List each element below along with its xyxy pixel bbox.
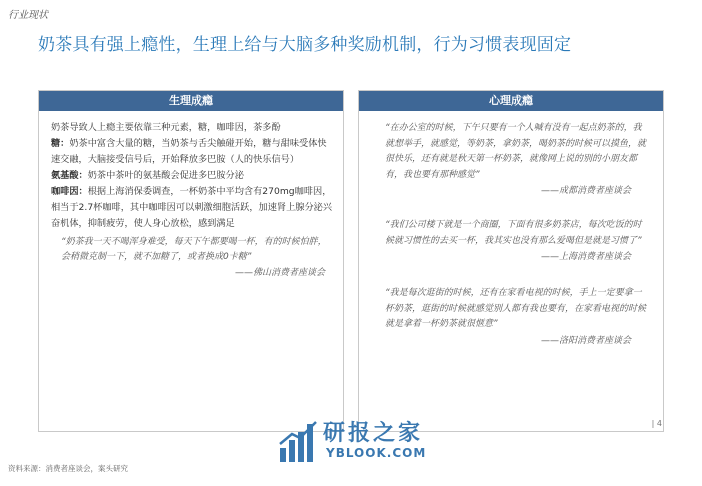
page-title: 奶茶具有强上瘾性，生理上给与大脑多种奖励机制，行为习惯表现固定 [38,35,572,55]
watermark-text: 研报之家 [323,421,424,446]
source-note: 资料来源：消费者座谈会，案头研究 [8,464,128,473]
amino-label: 氨基酸： [51,170,88,181]
luoyang-quote-source: ——洛阳消费者座谈会 [540,335,631,346]
intro-text: 奶茶导致人上瘾主要依靠三种元素，糖，咖啡因，茶多酚 [51,122,281,133]
page-number: | 4 [651,419,662,428]
shanghai-quote: “我们公司楼下就是一个商圈，下面有很多奶茶店，每次吃饭的时候就习惯性的去买一杯，我其实也没有那么爱喝但是就是习惯了” [385,220,642,246]
amino-text: 奶茶中茶叶的氨基酸会促进多巴胺分泌 [87,170,244,181]
physiological-panel-header: 生理成瘾 [39,91,343,111]
chengdu-quote: “在办公室的时候，下午只要有一个人喊有没有一起点奶茶的，我就想举手，就感觉，等奶茶，拿奶茶，喝奶茶的时候可以摸鱼，就很快乐，还有就是秋天第一杯奶茶，就像网上说的别的小朋友都有，我也要有那种感觉” [385,123,647,180]
watermark-logo [278,414,468,472]
amino-paragraph [51,168,333,184]
watermark-url: YBLOOK.COM [326,446,427,460]
foshan-quote: “奶茶我一天不喝浑身难受，每天下午都要喝一杯，有的时候怕胖，会稍微克制一下，就不加糖了，或者换成0卡糖” [61,237,327,262]
physiological-panel-body [39,111,343,232]
sugar-label: 糖： [51,138,70,149]
psychological-panel-body [359,111,663,348]
psychological-panel-header: 心理成瘾 [359,91,663,111]
shanghai-quote-source: ——上海消费者座谈会 [540,252,631,262]
sugar-paragraph [51,136,333,168]
caffeine-text: 根据上海消保委调查，一杯奶茶中平均含有270mg咖啡因，相当于2.7杯咖啡，其中咖啡因可以刺激细胞活跃，加速肾上腺分泌兴奋机体，抑制疲劳，使人身心放松，感到满足 [51,186,333,229]
section-tag: 行业现状 [8,10,48,21]
sugar-text: 奶茶中富含大量的糖，当奶茶与舌尖触碰开始，糖与甜味受体快速交融，大脑接受信号后，开始释放多巴胺（人的快乐信号） [51,138,327,165]
psychological-addiction-panel [358,90,664,432]
bar-chart-icon [278,418,322,466]
foshan-quote-source: ——佛山消费者座谈会 [234,268,325,278]
physiological-addiction-panel [38,90,344,432]
chengdu-quote-source: ——成都消费者座谈会 [540,186,631,196]
caffeine-label: 咖啡因： [51,186,88,197]
luoyang-quote: “我是每次逛街的时候，还有在家看电视的时候，手上一定要拿一杯奶茶，逛街的时候就感觉别人都有我也要有，在家看电视的时候就是拿着一杯奶茶就很惬意” [385,288,647,329]
caffeine-paragraph [51,184,333,232]
